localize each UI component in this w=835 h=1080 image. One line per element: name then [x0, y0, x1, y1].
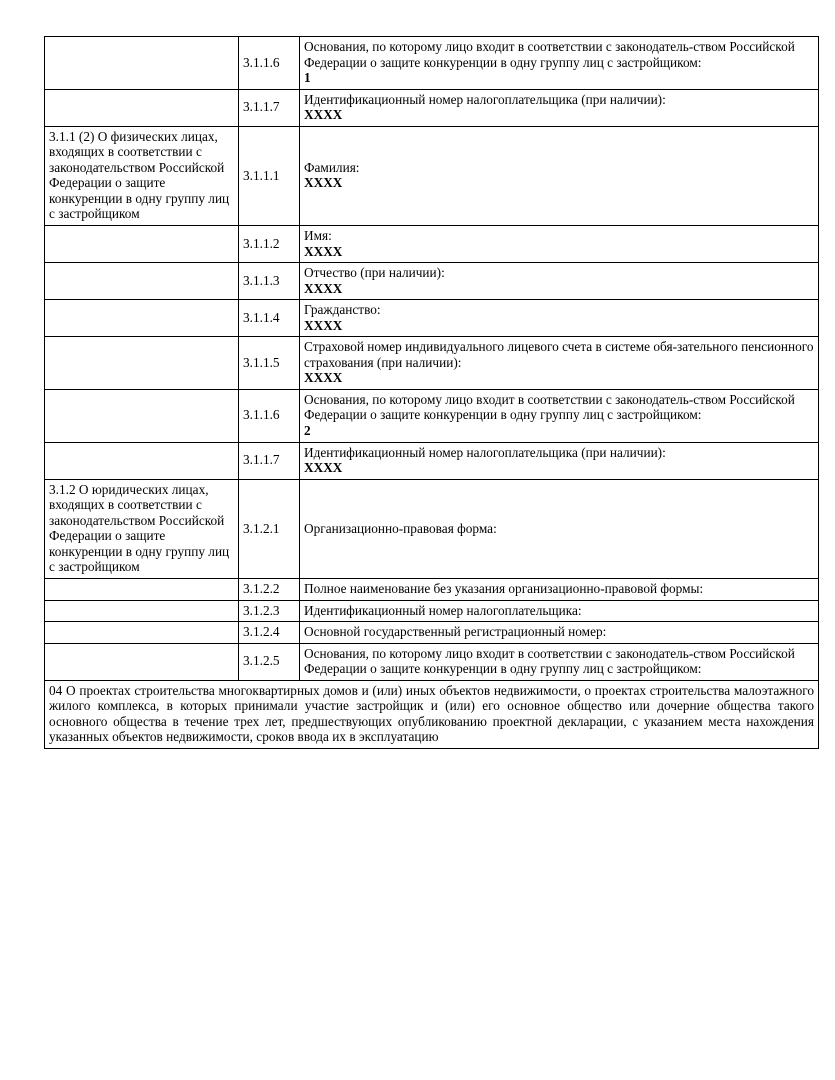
- code-cell: 3.1.1.6: [239, 37, 300, 90]
- field-label: Организационно-правовая форма:: [304, 520, 497, 536]
- code-cell: 3.1.1.3: [239, 263, 300, 300]
- table-row: [45, 643, 819, 680]
- field-label: Гражданство:: [304, 302, 381, 318]
- field-label: Страховой номер индивидуального лицевого счета в системе обя-зательного пенсионного страхования (при наличии):: [304, 339, 814, 370]
- field-value: XXXX: [304, 175, 343, 191]
- code-cell: 3.1.1.7: [239, 89, 300, 126]
- content-cell: [300, 89, 819, 126]
- field-label: Идентификационный номер налогоплательщика (при наличии):: [304, 91, 666, 107]
- table-row: [45, 226, 819, 263]
- content-cell: [300, 337, 819, 390]
- table-row-footer-section: [45, 680, 819, 748]
- content-cell: [300, 479, 819, 578]
- code-cell: 3.1.2.5: [239, 643, 300, 680]
- section-cell: [45, 442, 239, 479]
- table-row: [45, 578, 819, 600]
- field-label: Фамилия:: [304, 159, 360, 175]
- code-cell: 3.1.1.2: [239, 226, 300, 263]
- code-cell: 3.1.1.7: [239, 442, 300, 479]
- field-value: XXXX: [304, 243, 343, 259]
- code-cell: 3.1.2.4: [239, 622, 300, 644]
- content-cell: [300, 126, 819, 225]
- table-row: [45, 89, 819, 126]
- table-row: [45, 263, 819, 300]
- table-row: [45, 126, 819, 225]
- code-cell: 3.1.1.6: [239, 389, 300, 442]
- field-value: XXXX: [304, 460, 343, 476]
- table-row: [45, 389, 819, 442]
- field-label: Основания, по которому лицо входит в соответствии с законодатель-ством Российской Федерации о защите конкуренции в одну группу лиц с застройщиком:: [304, 391, 795, 423]
- content-cell: [300, 263, 819, 300]
- content-cell: [300, 622, 819, 644]
- code-cell: 3.1.1.5: [239, 337, 300, 390]
- section-cell: [45, 643, 239, 680]
- content-cell: [300, 389, 819, 442]
- section-cell: [45, 600, 239, 622]
- table-row: [45, 300, 819, 337]
- footer-section-text: 04 О проектах строительства многоквартирных домов и (или) иных объектов недвижимости, о проектах строительства малоэтажного жилого комплекса, в которых принимали участие застройщик и (или) его основное общество или дочерние общества такого основного общества в течение трех лет, предшествующих опубликованию проектной декларации, с указанием места нахождения указанных объектов недвижимости, сроков ввода их в эксплуатацию: [45, 680, 819, 748]
- section-cell: [45, 37, 239, 90]
- content-cell: [300, 578, 819, 600]
- field-label: Идентификационный номер налогоплательщика:: [304, 602, 582, 618]
- field-value: XXXX: [304, 107, 343, 123]
- table-row: [45, 600, 819, 622]
- code-cell: 3.1.1.4: [239, 300, 300, 337]
- section-cell: [45, 300, 239, 337]
- section-cell: [45, 578, 239, 600]
- section-cell: [45, 622, 239, 644]
- field-label: Имя:: [304, 228, 332, 244]
- field-label: Основной государственный регистрационный номер:: [304, 624, 607, 640]
- field-label: Основания, по которому лицо входит в соответствии с законодатель-ством Российской Федерации о защите конкуренции в одну группу лиц с застройщиком:: [304, 39, 795, 70]
- field-label: Основания, по которому лицо входит в соответствии с законодатель-ством Российской Федерации о защите конкуренции в одну группу лиц с застройщиком:: [304, 645, 795, 677]
- field-value: XXXX: [304, 280, 343, 296]
- table-row: [45, 479, 819, 578]
- table-row: [45, 622, 819, 644]
- declaration-table: [44, 36, 819, 749]
- field-label: Отчество (при наличии):: [304, 265, 445, 281]
- field-value: 1: [304, 70, 311, 86]
- content-cell: [300, 442, 819, 479]
- content-cell: [300, 37, 819, 90]
- field-value: 2: [304, 423, 311, 439]
- table-row: [45, 37, 819, 90]
- content-cell: [300, 643, 819, 680]
- code-cell: 3.1.2.3: [239, 600, 300, 622]
- field-label: Полное наименование без указания организационно-правовой формы:: [304, 580, 704, 596]
- section-cell: [45, 263, 239, 300]
- section-cell: [45, 337, 239, 390]
- section-cell: [45, 89, 239, 126]
- code-cell: 3.1.1.1: [239, 126, 300, 225]
- code-cell: 3.1.2.2: [239, 578, 300, 600]
- section-cell: [45, 389, 239, 442]
- section-cell: 3.1.2 О юридических лицах, входящих в соответствии с законодательством Российской Федерации о защите конкуренции в одну группу лиц с застройщиком: [45, 479, 239, 578]
- table-row: [45, 442, 819, 479]
- code-cell: 3.1.2.1: [239, 479, 300, 578]
- content-cell: [300, 300, 819, 337]
- content-cell: [300, 600, 819, 622]
- field-label: Идентификационный номер налогоплательщика (при наличии):: [304, 444, 666, 460]
- table-row: [45, 337, 819, 390]
- field-value: XXXX: [304, 317, 343, 333]
- content-cell: [300, 226, 819, 263]
- section-cell: 3.1.1 (2) О физических лицах, входящих в соответствии с законодательством Российской Федерации о защите конкуренции в одну группу лиц с застройщиком: [45, 126, 239, 225]
- field-value: XXXX: [304, 370, 343, 386]
- section-cell: [45, 226, 239, 263]
